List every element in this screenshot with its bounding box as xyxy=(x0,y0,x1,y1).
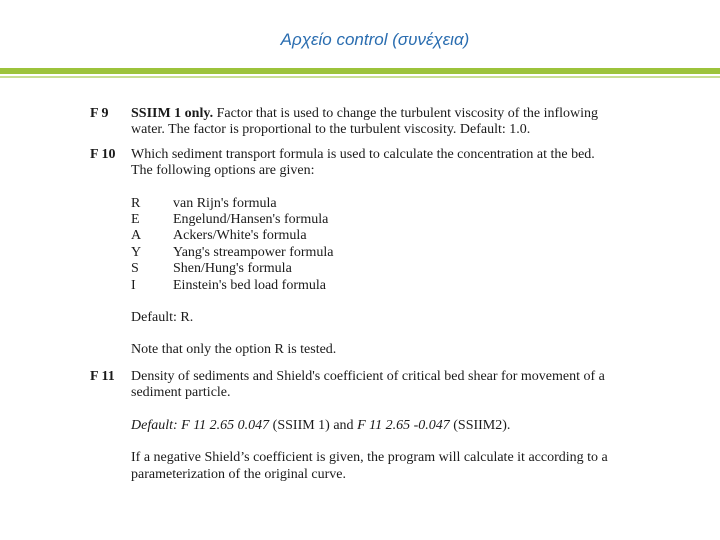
list-item: S Shen/Hung's formula xyxy=(131,261,292,277)
list-item: A Ackers/White's formula xyxy=(131,228,307,244)
note-text: Note that only the option R is tested. xyxy=(131,342,337,358)
option-list xyxy=(131,196,630,294)
default-text: Default: F 11 2.65 0.047 (SSIIM 1) and F 11 2.65 -0.047 (SSIIM2). xyxy=(131,417,511,433)
entry-f10 xyxy=(90,147,630,359)
document-body xyxy=(90,106,630,483)
entry-code: F 10 xyxy=(90,146,116,162)
list-item: I Einstein's bed load formula xyxy=(131,277,326,293)
accent-bar xyxy=(0,68,720,74)
entry-f11 xyxy=(90,369,630,483)
note-text: If a negative Shield’s coefficient is given, the program will calculate it according to a parameterization of the original curve. xyxy=(131,450,608,482)
slide-title: Αρχείο control (συνέχεια) xyxy=(280,30,470,49)
entry-f9 xyxy=(90,106,630,139)
list-item: Y Yang's streampower formula xyxy=(131,244,334,260)
accent-bar-thin xyxy=(0,76,720,78)
entry-code: F 11 xyxy=(90,368,115,384)
entry-text: Density of sediments and Shield's coefficient of critical bed shear for movement of a sediment particle. xyxy=(131,368,605,401)
entry-text: Which sediment transport formula is used to calculate the concentration at the bed. The following options are given: xyxy=(131,146,595,179)
entry-code: F 9 xyxy=(90,106,109,121)
list-item: E Engelund/Hansen's formula xyxy=(131,212,329,228)
entry-text: SSIIM 1 only. Factor that is used to change the turbulent viscosity of the inflowing water. The factor is proportional to the turbulent viscosity. Default: 1.0. xyxy=(131,106,599,138)
default-text: Default: R. xyxy=(131,310,194,326)
lead-text: SSIIM 1 only. xyxy=(131,106,214,121)
list-item: R van Rijn's formula xyxy=(131,195,277,211)
